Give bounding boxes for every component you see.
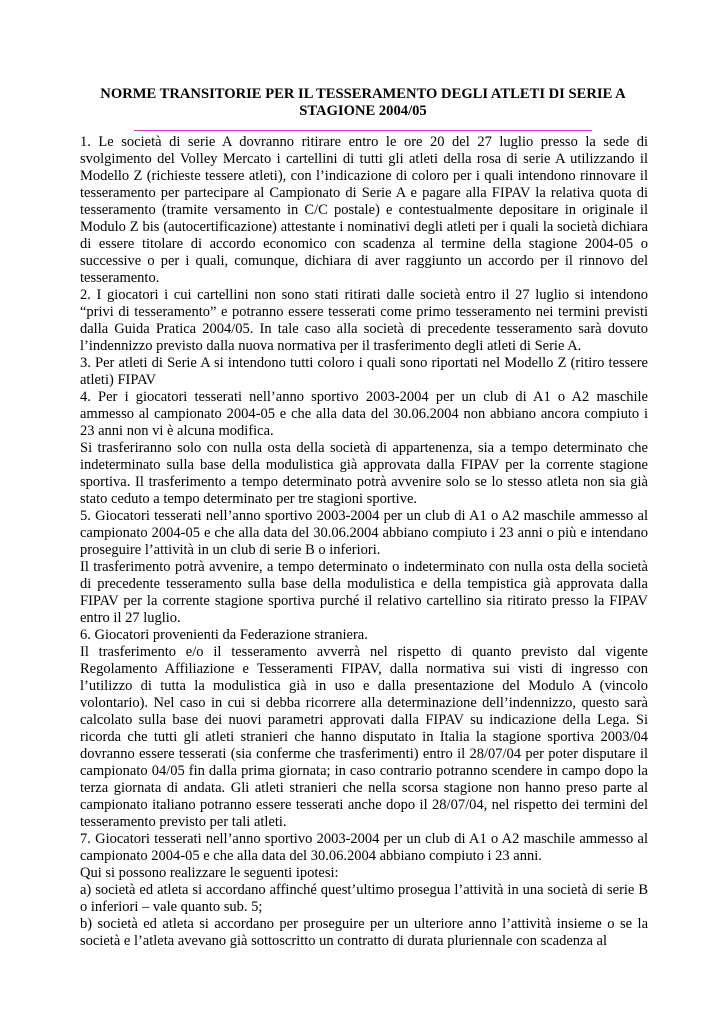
- paragraph-6: 6. Giocatori provenienti da Federazione straniera.: [80, 627, 368, 643]
- title-line-1: NORME TRANSITORIE PER IL TESSERAMENTO DEGLI ATLETI DI SERIE A: [100, 86, 626, 102]
- paragraph-2: 2. I giocatori i cui cartellini non sono stati ritirati dalle società entro il 27 luglio si intendono “privi di tesseramento” e potranno essere tesserati come primo tesseramento nei termini previsti dalla Guida Pratica 2004/05. In tale caso alla società di precedente tesseramento sarà dovuto l’indennizzo previsto dalla nuova normativa per il trasferimento degli atleti di Serie A.: [80, 287, 648, 354]
- paragraph-1: 1. Le società di serie A dovranno ritirare entro le ore 20 del 27 luglio presso la sede di svolgimento del Volley Mercato i cartellini di tutti gli atleti della rosa di serie A utilizzando il Modello Z (richieste tessere atleti), con l’indicazione di coloro per i quali intendono rinnovare il tesseramento per partecipare al Campionato di Serie A e pagare alla FIPAV la relativa quota di tesseramento (tramite versamento in C/C postale) e contestualmente depositare in originale il Modulo Z bis (autocertificazione) attestante i nominativi degli atleti per i quali la società dichiara di essere titolare di accordo economico con scadenza al termine della stagione 2004-05 o successive o per i quali, comunque, dichiara di aver raggiunto un accordo per il rinnovo del tesseramento.: [80, 134, 648, 286]
- paragraph-4-detail: Si trasferiranno solo con nulla osta della società di appartenenza, sia a tempo determinato che indeterminato sulla base della modulistica già approvata dalla FIPAV per la corrente stagione sportiva. Il trasferimento a tempo determinato potrà avvenire solo se lo stesso atleta non sia già stato ceduto a tempo determinato per tre stagioni sportive.: [80, 440, 648, 507]
- paragraph-4: 4. Per i giocatori tesserati nell’anno sportivo 2003-2004 per un club di A1 o A2 maschile ammesso al campionato 2004-05 e che alla data del 30.06.2004 non abbiano ancora compiuto i 23 anni non vi è alcuna modifica.: [80, 389, 648, 439]
- paragraph-5: 5. Giocatori tesserati nell’anno sportivo 2003-2004 per un club di A1 o A2 maschile ammesso al campionato 2004-05 e che alla data del 30.06.2004 abbiano compiuto i 23 anni o più e intendano proseguire l’attività in un club di serie B o inferiori.: [80, 508, 648, 558]
- paragraph-7-option-a: a) società ed atleta si accordano affinché quest’ultimo prosegua l’attività in una società di serie B o inferiori – vale quanto sub. 5;: [80, 882, 648, 915]
- paragraph-7-option-b: b) società ed atleta si accordano per proseguire per un ulteriore anno l’attività insieme o se la società e l’atleta avevano già sottoscritto un contratto di durata pluriennale con scadenza al: [80, 916, 648, 949]
- title-underline: [134, 130, 592, 131]
- paragraph-5-detail: Il trasferimento potrà avvenire, a tempo determinato o indeterminato con nulla osta della società di precedente tesseramento sulla base della modulistica e della tempistica già approvata dalla FIPAV per la corrente stagione sportiva purché il relativo cartellino sia ritirato presso la FIPAV entro il 27 luglio.: [80, 559, 648, 626]
- title-line-2: STAGIONE 2004/05: [299, 103, 427, 119]
- paragraph-3: 3. Per atleti di Serie A si intendono tutti coloro i quali sono riportati nel Modello Z (ritiro tessere atleti) FIPAV: [80, 355, 648, 388]
- paragraph-6-detail: Il trasferimento e/o il tesseramento avverrà nel rispetto di quanto previsto dal vigente Regolamento Affiliazione e Tesseramenti FIPAV, dalla normativa sui visti di ingresso con l’utilizzo di tutta la modulistica già in uso e dalla presentazione del Modulo A (vincolo volontario). Nel caso in cui si debba ricorrere alla determinazione dell’indennizzo, questo sarà calcolato sulla base dei nuovi parametri approvati dalla FIPAV su indicazione della Lega. Si ricorda che tutti gli atleti stranieri che hanno disputato in Italia la stagione sportiva 2003/04 dovranno essere tesserati (sia conferme che trasferimenti) entro il 28/07/04 per poter disputare il campionato 04/05 fin dalla prima giornata; in caso contrario potranno scendere in campo dopo la terza giornata di andata. Gli atleti stranieri che nella scorsa stagione non hanno preso parte al campionato italiano potranno essere tesserati anche dopo il 28/07/04, nel rispetto dei termini del tesseramento previsto per tali atleti.: [80, 644, 648, 830]
- document-title: [80, 86, 646, 120]
- paragraph-7-intro: Qui si possono realizzare le seguenti ipotesi:: [80, 865, 339, 881]
- paragraph-7: 7. Giocatori tesserati nell’anno sportivo 2003-2004 per un club di A1 o A2 maschile ammesso al campionato 2004-05 e che alla data del 30.06.2004 abbiano compiuto i 23 anni.: [80, 831, 648, 864]
- document-body: [80, 134, 648, 950]
